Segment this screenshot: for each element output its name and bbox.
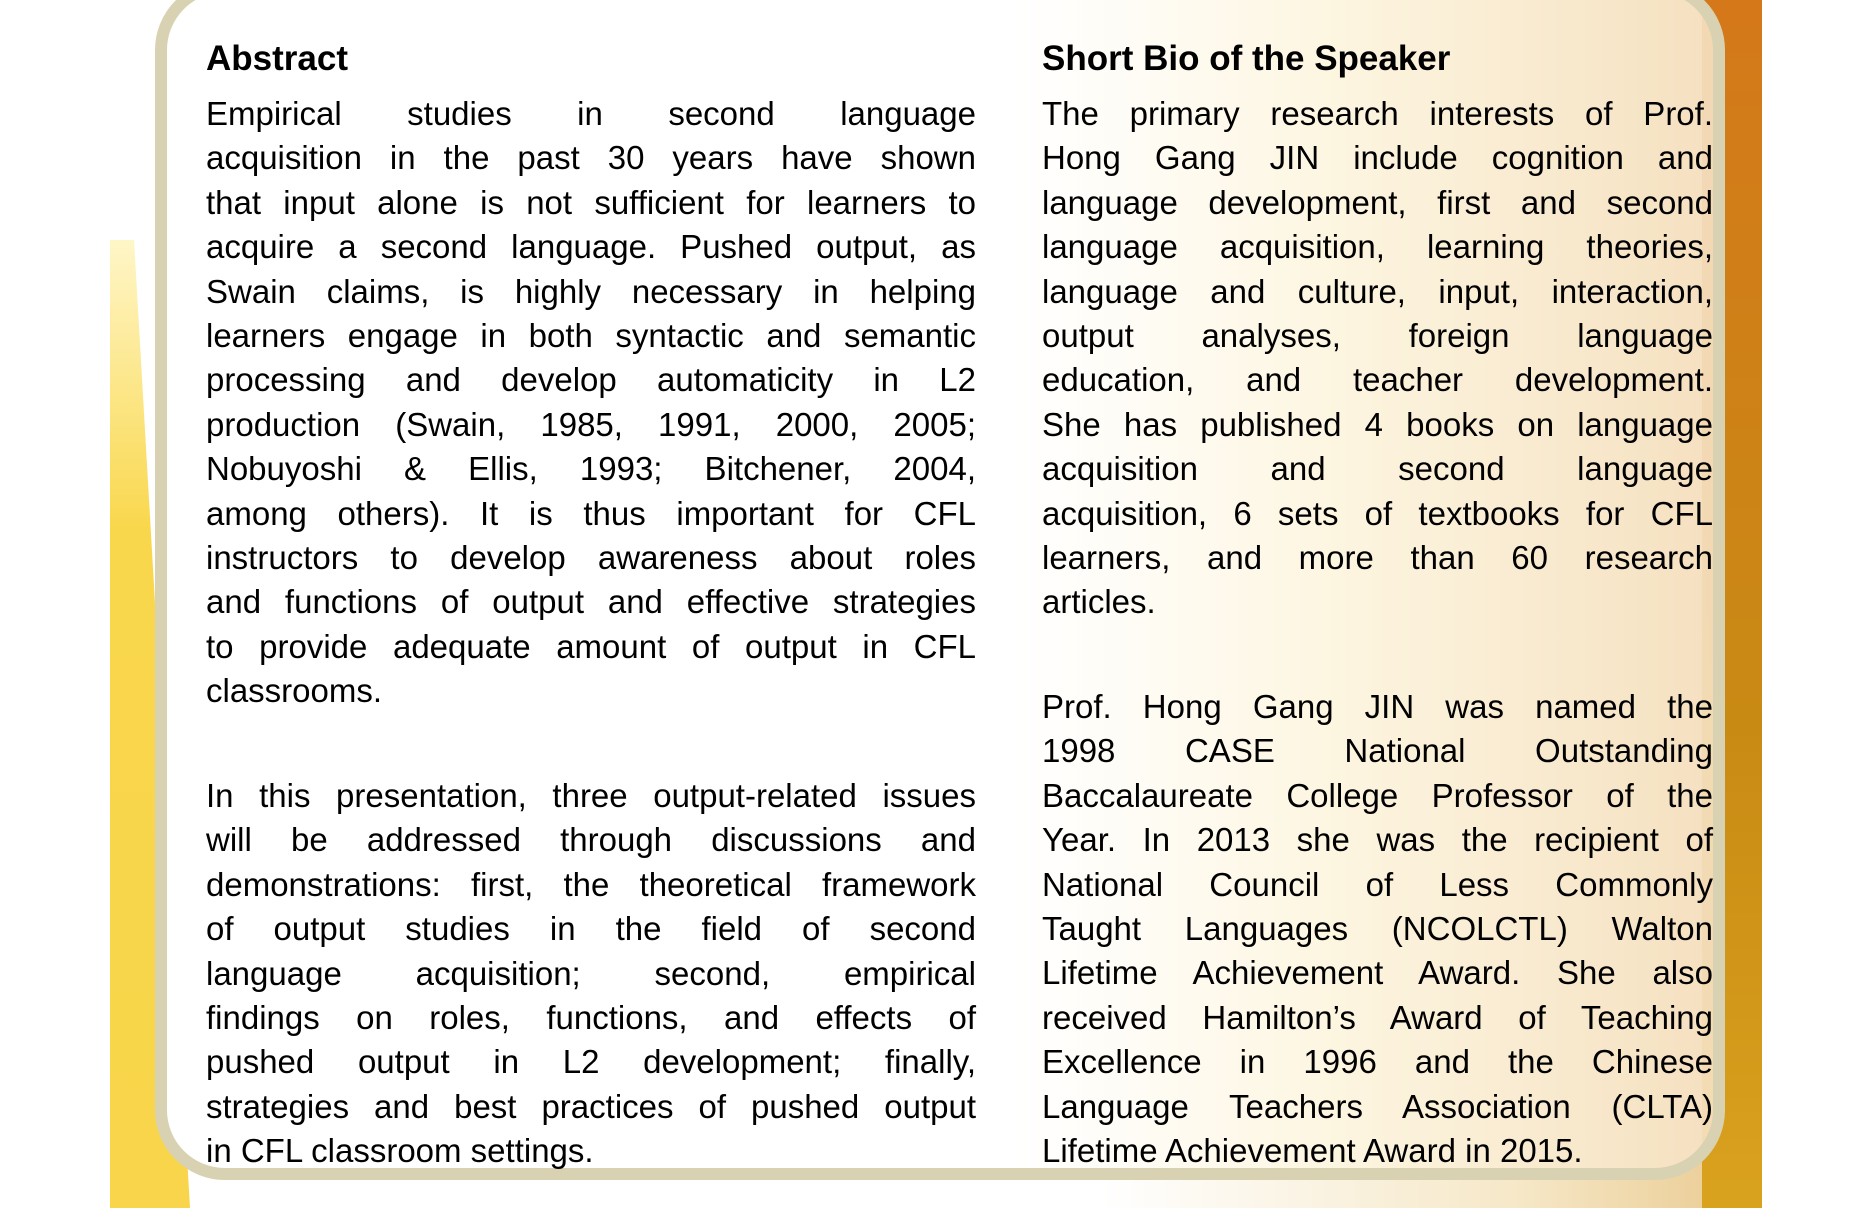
text-line: classrooms. — [206, 672, 383, 710]
text-line: received Hamilton’s Award of Teaching — [1042, 998, 1713, 1036]
text-line: to provide adequate amount of output in CFL — [206, 627, 976, 665]
text-line: Swain claims, is highly necessary in helping — [206, 272, 976, 310]
text-line: learners, and more than 60 research — [1042, 539, 1713, 577]
text-line: strategies and best practices of pushed output — [206, 1087, 976, 1125]
text-line: education, and teacher development. — [1042, 361, 1713, 399]
text-line: Taught Languages (NCOLCTL) Walton — [1042, 910, 1713, 948]
text-line: Lifetime Achievement Award in 2015. — [1042, 1132, 1583, 1170]
text-line: She has published 4 books on language — [1042, 405, 1713, 443]
text-line: acquisition in the past 30 years have shown — [206, 139, 976, 177]
text-line: findings on roles, functions, and effects of — [206, 999, 976, 1037]
text-line: acquisition, 6 sets of textbooks for CFL — [1042, 494, 1713, 532]
text-line: Hong Gang JIN include cognition and — [1042, 139, 1713, 177]
text-line: language acquisition, learning theories, — [1042, 228, 1713, 266]
text-line: pushed output in L2 development; finally, — [206, 1043, 976, 1081]
text-line: demonstrations: first, the theoretical framework — [206, 865, 976, 903]
text-line: language and culture, input, interaction, — [1042, 272, 1713, 310]
text-line: acquisition and second language — [1042, 450, 1713, 488]
text-line: language development, first and second — [1042, 183, 1713, 221]
text-line: In this presentation, three output-related issues — [206, 777, 976, 814]
text-line: learners engage in both syntactic and semantic — [206, 317, 976, 355]
text-line: among others). It is thus important for CFL — [206, 494, 976, 532]
text-line: Prof. Hong Gang JIN was named the — [1042, 688, 1713, 725]
text-line: 1998 CASE National Outstanding — [1042, 732, 1713, 770]
abstract-heading: Abstract — [206, 39, 348, 78]
text-line: Empirical studies in second language — [206, 95, 976, 132]
text-line: output analyses, foreign language — [1042, 317, 1713, 355]
text-line: processing and develop automaticity in L2 — [206, 361, 976, 399]
abstract-paragraph-1 — [206, 92, 976, 714]
text-line: of output studies in the field of second — [206, 910, 976, 948]
bio-paragraph-1 — [1042, 92, 1713, 625]
text-line: Language Teachers Association (CLTA) — [1042, 1087, 1713, 1125]
text-line: Excellence in 1996 and the Chinese — [1042, 1043, 1713, 1081]
text-line: Lifetime Achievement Award. She also — [1042, 954, 1713, 992]
text-line: acquire a second language. Pushed output, as — [206, 228, 976, 266]
text-line: Baccalaureate College Professor of the — [1042, 776, 1713, 814]
abstract-paragraph-2 — [206, 774, 976, 1174]
text-line: production (Swain, 1985, 1991, 2000, 2005; — [206, 405, 976, 443]
text-line: in CFL classroom settings. — [206, 1132, 594, 1170]
text-line: articles. — [1042, 583, 1156, 621]
text-line: instructors to develop awareness about roles — [206, 539, 976, 577]
text-line: that input alone is not sufficient for learners to — [206, 183, 976, 221]
bio-paragraph-2 — [1042, 685, 1713, 1173]
text-line: Year. In 2013 she was the recipient of — [1042, 821, 1713, 859]
text-line: language acquisition; second, empirical — [206, 954, 976, 992]
bio-heading: Short Bio of the Speaker — [1042, 39, 1451, 78]
text-line: The primary research interests of Prof. — [1042, 95, 1713, 132]
text-line: National Council of Less Commonly — [1042, 865, 1713, 903]
text-line: Nobuyoshi & Ellis, 1993; Bitchener, 2004, — [206, 450, 976, 488]
text-line: and functions of output and effective strategies — [206, 583, 976, 621]
text-line: will be addressed through discussions and — [206, 821, 976, 859]
